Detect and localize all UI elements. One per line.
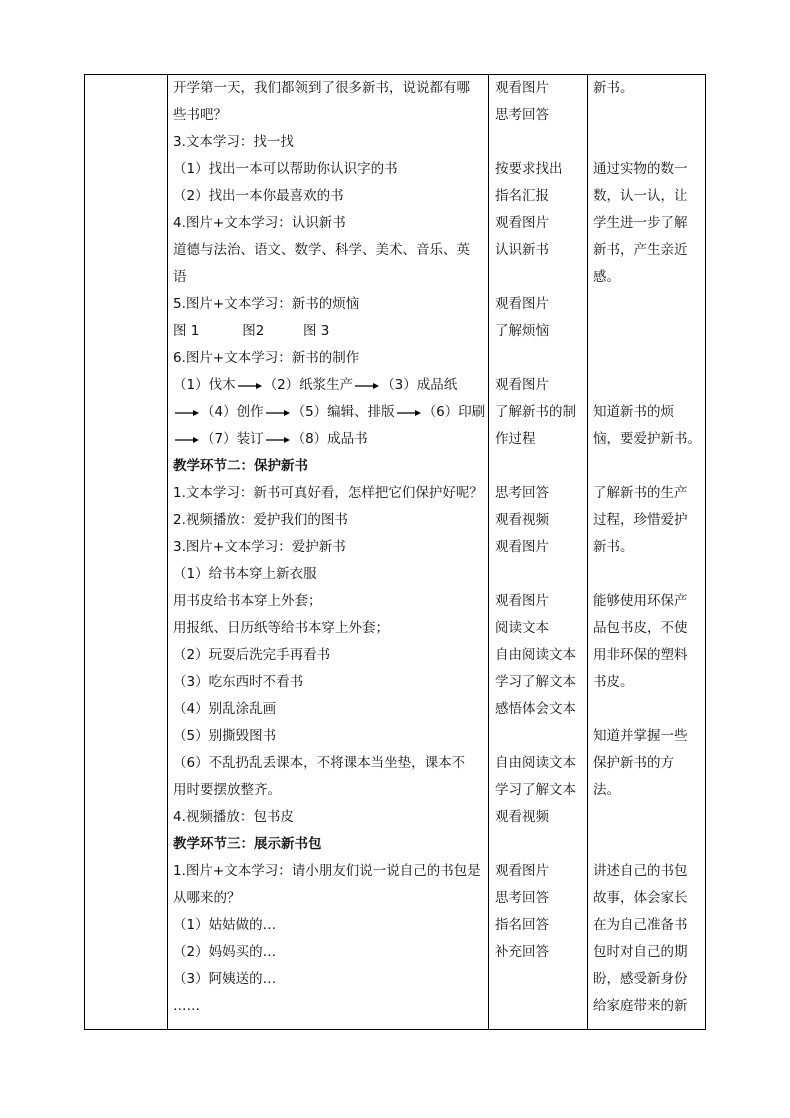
activity-line: 思考回答	[495, 107, 549, 123]
design-intent-column	[593, 75, 703, 1029]
content-line: （3）吃东西时不看书	[173, 674, 304, 690]
intent-line: 感。	[593, 269, 620, 285]
intent-line: 在为自己准备书	[593, 917, 688, 933]
activity-line: 观看图片	[495, 296, 549, 312]
process-step: （5）编辑、排版	[291, 404, 395, 420]
activity-line: 观看图片	[495, 80, 549, 96]
activity-line: 自由阅读文本	[495, 647, 576, 663]
activity-line: 观看图片	[495, 215, 549, 231]
column-divider	[587, 75, 588, 1029]
content-line: 从哪来的？	[173, 890, 241, 906]
content-line: 6.图片+文本学习：新书的制作	[173, 350, 360, 366]
activity-line: 指名回答	[495, 917, 549, 933]
activity-line: 了解烦恼	[495, 323, 549, 339]
process-step: （2）纸浆生产	[263, 377, 354, 393]
process-row-1	[173, 372, 457, 399]
content-line: 1.文本学习：新书可真好看，怎样把它们保护好呢？	[173, 485, 483, 501]
intent-line: 了解新书的生产	[593, 485, 688, 501]
teaching-content-column	[173, 75, 486, 1029]
content-line: （4）别乱涂乱画	[173, 701, 277, 717]
intent-line: 给家庭带来的新	[593, 998, 688, 1014]
content-line: 3.文本学习：找一找	[173, 134, 294, 150]
intent-line: 学生进一步了解	[593, 215, 688, 231]
content-line: 用时要摆放整齐。	[173, 782, 281, 798]
intent-line: 讲述自己的书包	[593, 863, 688, 879]
arrow-right-icon	[397, 408, 421, 416]
content-line: 用书皮给书本穿上外套；	[173, 593, 322, 609]
activity-line: 观看图片	[495, 593, 549, 609]
content-line: 道德与法治、语文、数学、科学、美术、音乐、英	[173, 242, 470, 258]
activity-line: 阅读文本	[495, 620, 549, 636]
process-row-3	[173, 426, 368, 453]
content-line: 1.图片+文本学习：请小朋友们说一说自己的书包是	[173, 863, 481, 879]
content-line: 4.视频播放：包书皮	[173, 809, 294, 825]
content-line: （2）妈妈买的…	[173, 944, 277, 960]
figure-labels: 图 1 图2 图 3	[173, 323, 330, 339]
activity-line: 观看视频	[495, 512, 549, 528]
arrow-right-icon	[175, 435, 199, 443]
activity-line: 自由阅读文本	[495, 755, 576, 771]
content-line: 4.图片+文本学习：认识新书	[173, 215, 346, 231]
content-line: 用报纸、日历纸等给书本穿上外套；	[173, 620, 389, 636]
arrow-right-icon	[355, 381, 379, 389]
content-line: （1）找出一本可以帮助你认识字的书	[173, 161, 398, 177]
content-line: 3.图片+文本学习：爱护新书	[173, 539, 346, 555]
activity-line: 思考回答	[495, 485, 549, 501]
activity-line: 观看视频	[495, 809, 549, 825]
lesson-plan-table	[84, 74, 706, 1030]
activity-line: 学习了解文本	[495, 674, 576, 690]
student-activity-column	[495, 75, 585, 1029]
content-line: ……	[173, 998, 200, 1014]
process-step: （6）印刷	[422, 404, 486, 420]
intent-line: 过程，珍惜爱护	[593, 512, 688, 528]
intent-line: 能够使用环保产	[593, 593, 688, 609]
process-step: （7）装订	[201, 431, 264, 447]
content-line: （2）找出一本你最喜欢的书	[173, 188, 344, 204]
arrow-right-icon	[175, 408, 199, 416]
process-step: （1）伐木	[173, 377, 236, 393]
content-line: （2）玩耍后洗完手再看书	[173, 647, 331, 663]
intent-line: 故事，体会家长	[593, 890, 688, 906]
section-heading: 教学环节三：展示新书包	[173, 836, 322, 852]
intent-line: 盼，感受新身份	[593, 971, 688, 987]
content-line: 开学第一天，我们都领到了很多新书，说说都有哪	[173, 80, 470, 96]
content-line: （6）不乱扔乱丢课本，不将课本当坐垫，课本不	[173, 755, 466, 771]
process-step: （4）创作	[201, 404, 264, 420]
activity-line: 了解新书的制	[495, 404, 576, 420]
content-line: （1）给书本穿上新衣服	[173, 566, 317, 582]
content-line: （3）阿姨送的…	[173, 971, 277, 987]
activity-line: 观看图片	[495, 863, 549, 879]
intent-line: 恼，要爱护新书。	[593, 431, 701, 447]
intent-line: 知道并掌握一些	[593, 728, 688, 744]
column-divider	[167, 75, 168, 1029]
intent-line: 新书。	[593, 539, 634, 555]
activity-line: 按要求找出	[495, 161, 563, 177]
intent-line: 新书。	[593, 80, 634, 96]
intent-line: 知道新书的烦	[593, 404, 674, 420]
intent-line: 保护新书的方	[593, 755, 674, 771]
content-line: 些书吧？	[173, 107, 227, 123]
intent-line: 法。	[593, 782, 620, 798]
intent-line: 新书，产生亲近	[593, 242, 688, 258]
intent-line: 数，认一认，让	[593, 188, 688, 204]
activity-line: 观看图片	[495, 377, 549, 393]
intent-line: 通过实物的数一	[593, 161, 688, 177]
arrow-right-icon	[238, 381, 262, 389]
section-heading: 教学环节二：保护新书	[173, 458, 308, 474]
activity-line: 补充回答	[495, 944, 549, 960]
content-line: 2.视频播放：爱护我们的图书	[173, 512, 348, 528]
content-line: （5）别撕毁图书	[173, 728, 277, 744]
content-line: 语	[173, 269, 187, 285]
intent-line: 品包书皮，不使	[593, 620, 688, 636]
intent-line: 书皮。	[593, 674, 634, 690]
activity-line: 思考回答	[495, 890, 549, 906]
activity-line: 指名汇报	[495, 188, 549, 204]
activity-line: 作过程	[495, 431, 536, 447]
column-divider	[488, 75, 489, 1029]
intent-line: 包时对自己的期	[593, 944, 688, 960]
process-step: （8）成品书	[291, 431, 368, 447]
activity-line: 观看图片	[495, 539, 549, 555]
process-step: （3）成品纸	[381, 377, 458, 393]
content-line: 5.图片+文本学习：新书的烦恼	[173, 296, 360, 312]
activity-line: 认识新书	[495, 242, 549, 258]
intent-line: 用非环保的塑料	[593, 647, 688, 663]
activity-line: 学习了解文本	[495, 782, 576, 798]
arrow-right-icon	[266, 435, 290, 443]
content-line: （1）姑姑做的…	[173, 917, 277, 933]
activity-line: 感悟体会文本	[495, 701, 576, 717]
process-row-2	[173, 399, 485, 426]
arrow-right-icon	[266, 408, 290, 416]
